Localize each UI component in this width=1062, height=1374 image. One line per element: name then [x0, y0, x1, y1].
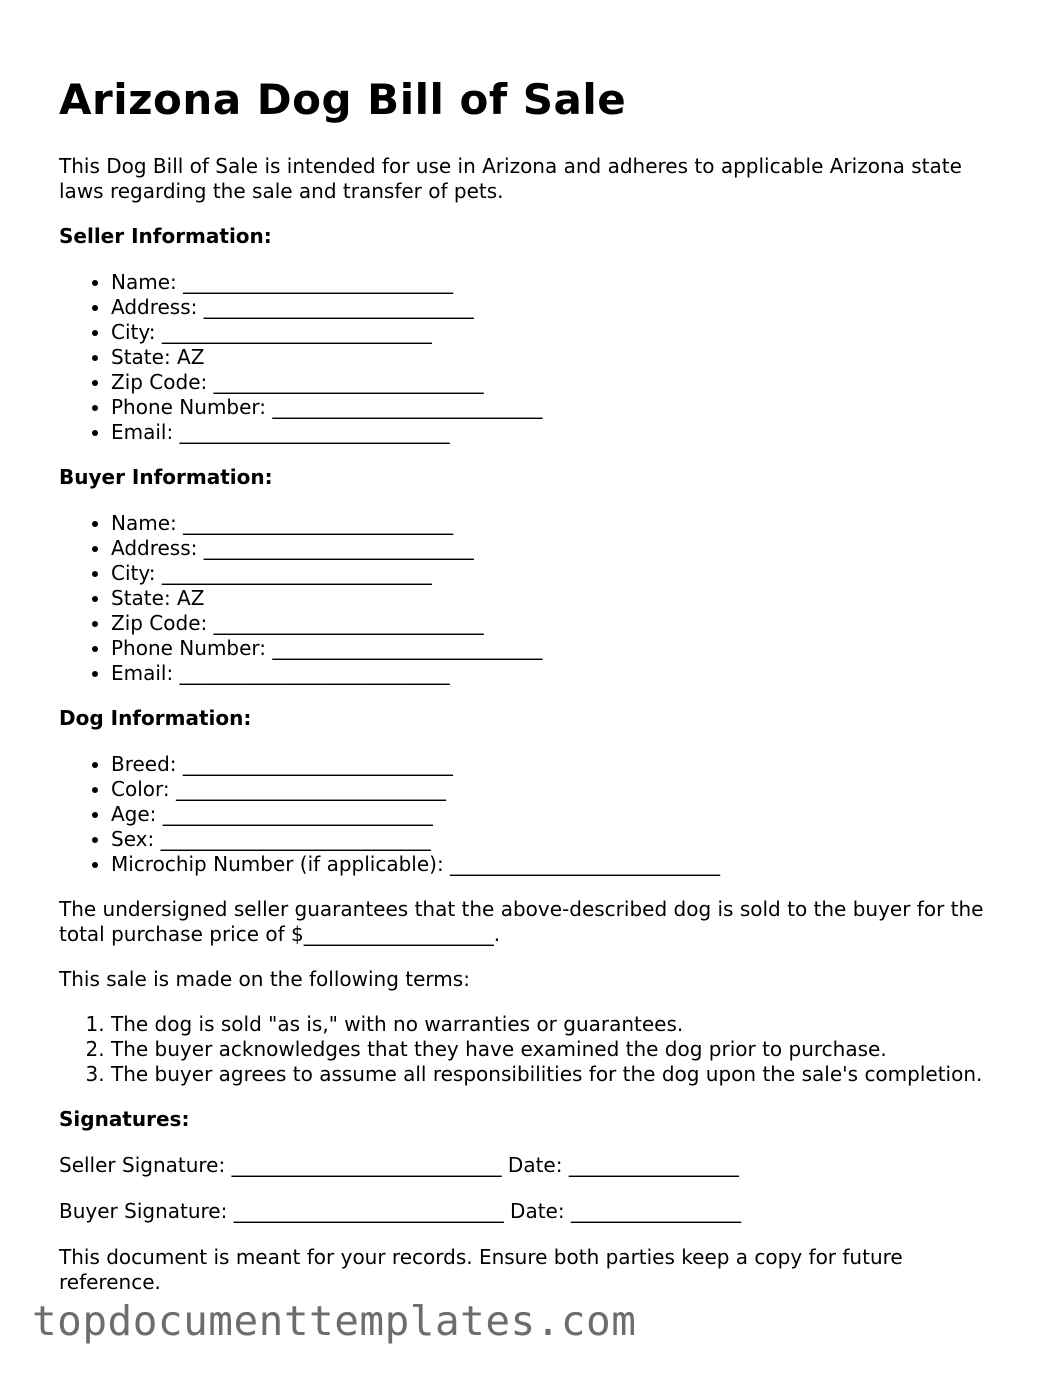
intro-paragraph: This Dog Bill of Sale is intended for use in Arizona and adheres to applicable Arizona state laws regarding the sale and transfer of pets. [59, 154, 962, 203]
seller-state-field: • State: AZ [111, 345, 1004, 370]
seller-email-field: • Email: ___________________________ [111, 420, 1004, 445]
closing-paragraph: This document is meant for your records. Ensure both parties keep a copy for future reference. [59, 1245, 903, 1294]
term-item: 1. The dog is sold "as is," with no warranties or guarantees. [111, 1012, 1004, 1037]
terms-list [59, 1012, 1004, 1087]
dog-sex-field: • Sex: ___________________________ [111, 827, 1004, 852]
dog-age-field: • Age: ___________________________ [111, 802, 1004, 827]
dog-microchip-field: • Microchip Number (if applicable): ___________________________ [111, 852, 1004, 877]
terms-intro: This sale is made on the following terms: [59, 967, 470, 991]
seller-phone-field: • Phone Number: ___________________________ [111, 395, 1004, 420]
buyer-city-field: • City: ___________________________ [111, 561, 1004, 586]
seller-list [59, 270, 1004, 445]
buyer-email-field: • Email: ___________________________ [111, 661, 1004, 686]
buyer-name-field: • Name: ___________________________ [111, 511, 1004, 536]
buyer-phone-field: • Phone Number: ___________________________ [111, 636, 1004, 661]
document-title: Arizona Dog Bill of Sale [59, 75, 627, 124]
dog-list [59, 752, 1004, 877]
seller-name-field: • Name: ___________________________ [111, 270, 1004, 295]
dog-breed-field: • Breed: ___________________________ [111, 752, 1004, 777]
seller-city-field: • City: ___________________________ [111, 320, 1004, 345]
watermark: topdocumenttemplates.com [32, 1297, 637, 1345]
buyer-address-field: • Address: ___________________________ [111, 536, 1004, 561]
buyer-state-field: • State: AZ [111, 586, 1004, 611]
buyer-signature-line: Buyer Signature: ___________________________ Date: _________________ [59, 1199, 741, 1223]
buyer-heading: Buyer Information: [59, 465, 273, 489]
buyer-list [59, 511, 1004, 686]
seller-address-field: • Address: ___________________________ [111, 295, 1004, 320]
dog-color-field: • Color: ___________________________ [111, 777, 1004, 802]
buyer-zip-field: • Zip Code: ___________________________ [111, 611, 1004, 636]
term-item: 3. The buyer agrees to assume all responsibilities for the dog upon the sale's completion. [111, 1062, 1004, 1087]
dog-heading: Dog Information: [59, 706, 252, 730]
seller-signature-line: Seller Signature: ___________________________ Date: _________________ [59, 1153, 739, 1177]
document-page [59, 72, 1004, 1315]
seller-heading: Seller Information: [59, 224, 272, 248]
seller-zip-field: • Zip Code: ___________________________ [111, 370, 1004, 395]
term-item: 2. The buyer acknowledges that they have examined the dog prior to purchase. [111, 1037, 1004, 1062]
guarantee-paragraph: The undersigned seller guarantees that the above-described dog is sold to the buyer for the total purchase price of $___________________. [59, 897, 984, 946]
signatures-heading: Signatures: [59, 1107, 190, 1131]
